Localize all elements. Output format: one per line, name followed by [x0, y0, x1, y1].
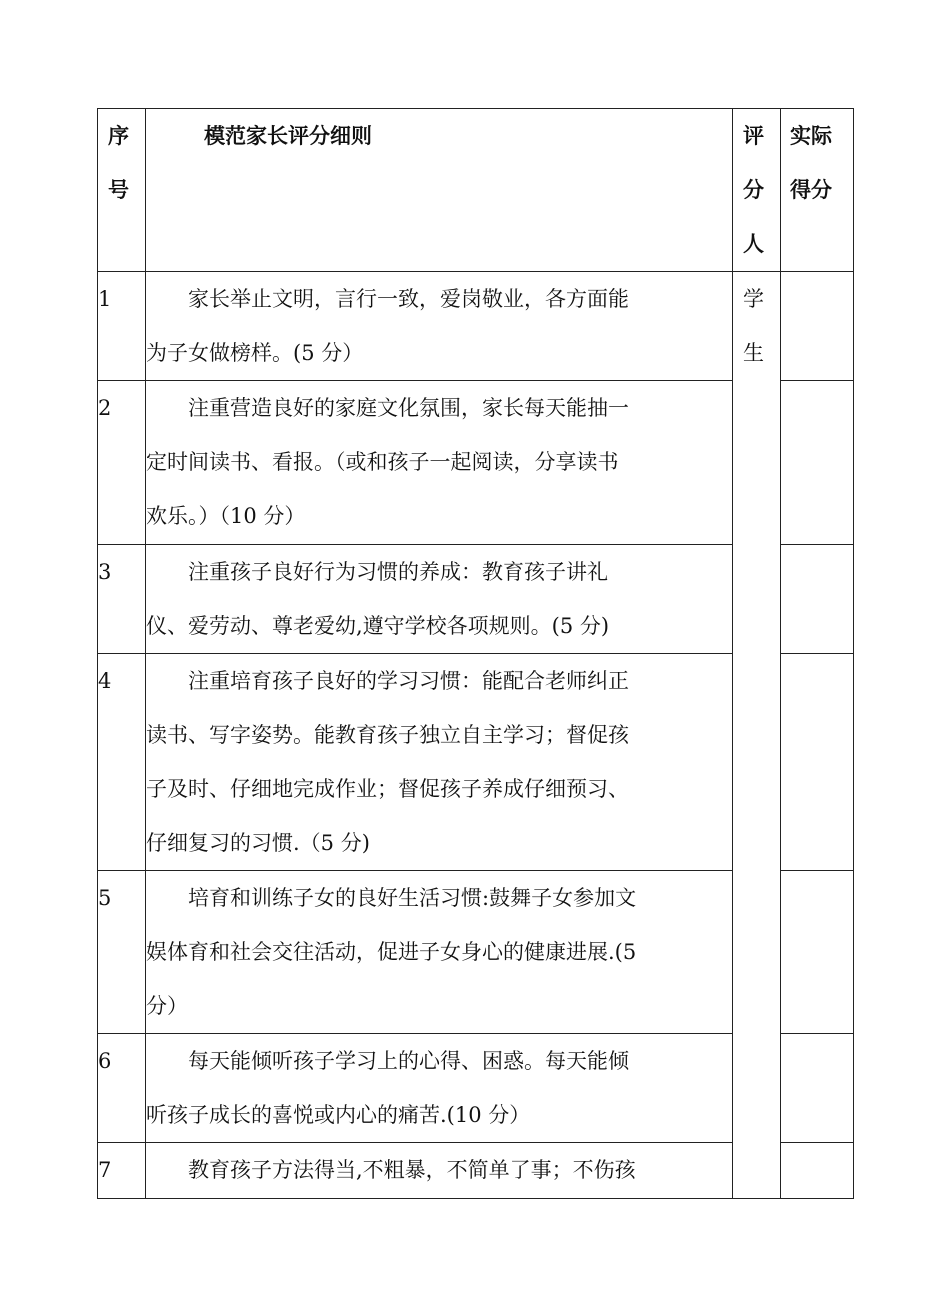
header-title: 模范家长评分细则 [146, 109, 733, 272]
actual-score-cell[interactable] [781, 381, 854, 545]
actual-score-cell[interactable] [781, 871, 854, 1034]
actual-score-cell[interactable] [781, 654, 854, 871]
row-number: 4 [98, 654, 146, 871]
rule-text: 家长举止文明，言行一致，爱岗敬业，各方面能 为子女做榜样。(5 分） [146, 272, 733, 381]
row-number: 5 [98, 871, 146, 1034]
header-actual-score: 实际 得分 [781, 109, 854, 272]
row-number: 7 [98, 1143, 146, 1199]
actual-score-cell[interactable] [781, 272, 854, 381]
evaluator-cell: 学 生 [733, 272, 781, 1199]
actual-score-cell[interactable] [781, 1034, 854, 1143]
row-number: 3 [98, 545, 146, 654]
row-number: 6 [98, 1034, 146, 1143]
scoring-table [97, 108, 854, 1199]
actual-score-cell[interactable] [781, 1143, 854, 1199]
header-number: 序 号 [98, 109, 146, 272]
header-row [98, 109, 854, 272]
rule-text: 教育孩子方法得当,不粗暴，不简单了事；不伤孩 [146, 1143, 733, 1199]
rule-text: 每天能倾听孩子学习上的心得、困惑。每天能倾 听孩子成长的喜悦或内心的痛苦.(10 分） [146, 1034, 733, 1143]
header-evaluator: 评 分 人 [733, 109, 781, 272]
rule-text: 注重培育孩子良好的学习习惯：能配合老师纠正 读书、写字姿势。能教育孩子独立自主学习；督促孩 子及时、仔细地完成作业；督促孩子养成仔细预习、 仔细复习的习惯.（5 分) [146, 654, 733, 871]
table-row [98, 272, 854, 381]
row-number: 2 [98, 381, 146, 545]
rule-text: 培育和训练子女的良好生活习惯:鼓舞子女参加文 娱体育和社会交往活动，促进子女身心的健康进展.(5 分） [146, 871, 733, 1034]
rule-text: 注重孩子良好行为习惯的养成：教育孩子讲礼 仪、爱劳动、尊老爱幼,遵守学校各项规则。(5 分) [146, 545, 733, 654]
row-number: 1 [98, 272, 146, 381]
rule-text: 注重营造良好的家庭文化氛围，家长每天能抽一 定时间读书、看报。（或和孩子一起阅读，分享读书 欢乐。）（10 分） [146, 381, 733, 545]
actual-score-cell[interactable] [781, 545, 854, 654]
